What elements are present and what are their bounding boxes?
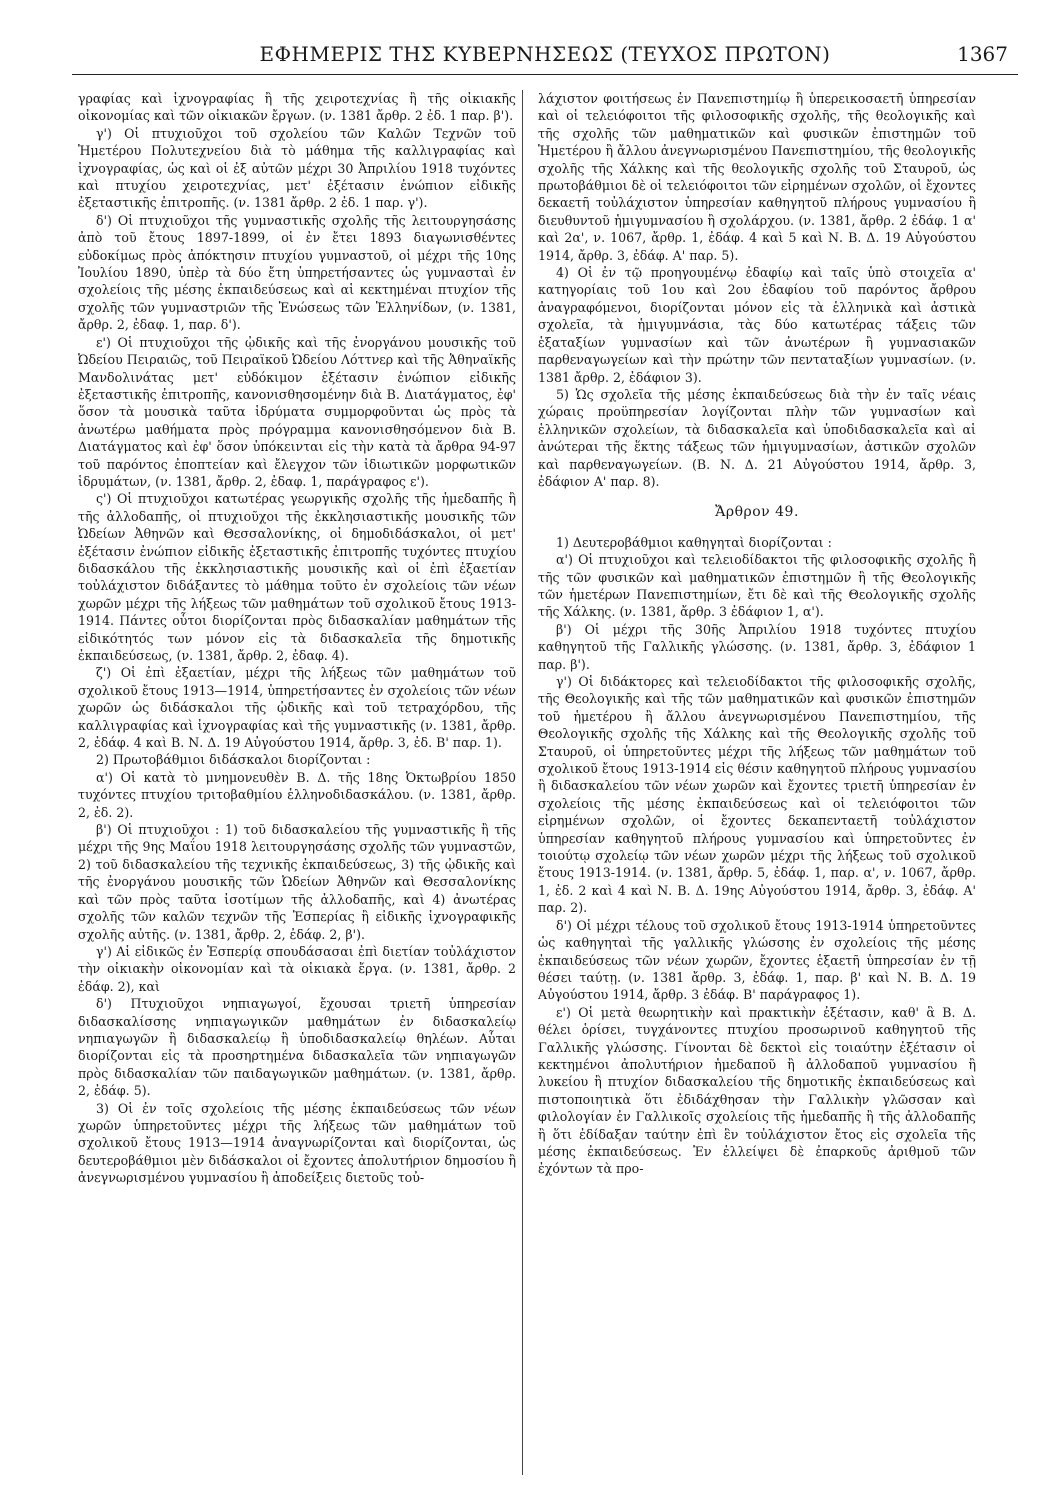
paragraph: δ') Πτυχιοῦχοι νηπιαγωγοί, ἔχουσαι τριετῆ ὑπηρεσίαν διδασκαλίσσης νηπιαγωγικῶν μαθημάτων ἐν διδασκαλείῳ νηπιαγωγῶν ἢ διδασκαλείῳ ἢ ὑποδιδασκαλείῳ θηλέων. Αὗται διορίζονται εἰς τὰ προσηρτημένα διδασκαλεῖα τῶν νηπιαγωγῶν πρὸς διδασκαλίαν τῶν παιδαγωγικῶν μαθημάτων. (ν. 1381, ἄρθρ. 2, ἐδάφ. 5). bbox=[78, 996, 516, 1099]
paragraph: γ') Οἱ διδάκτορες καὶ τελειοδίδακτοι τῆς φιλοσοφικῆς σχολῆς, τῆς Θεολογικῆς καὶ τῆς τῶν μαθηματικῶν καὶ φυσικῶν ἐπιστημῶν τοῦ ἡμετέρου ἢ ἄλλου ἀνεγνωρισμένου Πανεπιστημίου, τῆς Θεολογικῆς σχολῆς τῆς Χάλκης καὶ τῆς Θεολογικῆς σχολῆς τοῦ Σταυροῦ, οἱ ὑπηρετοῦντες μέχρι τῆς λήξεως τῶν μαθημάτων τοῦ σχολικοῦ ἔτους 1913-1914 εἰς θέσιν καθηγητοῦ πλήρους γυμνασίου ἢ διδασκαλείου τῶν νέων χωρῶν καὶ ἔχοντες τριετῆ ὑπηρεσίαν ἐν σχολείοις τῆς μέσης ἐκπαιδεύσεως καὶ οἱ τελειόφοιτοι τῶν εἰρημένων σχολῶν, οἱ ἔχοντες δεκαπενταετῆ τοὐλάχιστον ὑπηρεσίαν καθηγητοῦ πλήρους γυμνασίου καὶ ὑπηρετοῦντες ἐν τοιούτῳ σχολείῳ τῶν νέων χωρῶν μέχρι τῆς λήξεως τοῦ σχολικοῦ ἔτους 1913-1914. (ν. 1381, ἄρθρ. 5, ἐδάφ. 1, παρ. α', ν. 1067, ἄρθρ. 1, ἐδ. 2 καὶ 4 καὶ Ν. Β. Δ. 19ης Αὐγούστου 1914, ἄρθρ. 3, ἐδάφ. Α' παρ. 2). bbox=[538, 674, 976, 916]
gazette-title: ΕΦΗΜΕΡΙΣ ΤΗΣ ΚΥΒΕΡΝΗΣΕΩΣ (ΤΕΥΧΟΣ ΠΡΩΤΟΝ) bbox=[259, 42, 831, 66]
paragraph: ζ') Οἱ ἐπὶ ἐξαετίαν, μέχρι τῆς λήξεως τῶν μαθημάτων τοῦ σχολικοῦ ἔτους 1913—1914, ὑπηρετήσαντες ἐν σχολείοις τῶν νέων χωρῶν ὡς διδάσκαλοι τῆς ᾠδικῆς καὶ τοῦ τετραχόρδου, τῆς καλλιγραφίας καὶ ἰχνογραφίας καὶ τῆς γυμναστικῆς (ν. 1381, ἄρθρ. 2, ἐδάφ. 4 καὶ Β. Ν. Δ. 19 Αὐγούστου 1914, ἄρθρ. 3, ἐδ. Β' παρ. 1). bbox=[78, 665, 516, 751]
page-header bbox=[72, 28, 1018, 75]
paragraph: 3) Οἱ ἐν τοῖς σχολείοις τῆς μέσης ἐκπαιδεύσεως τῶν νέων χωρῶν ὑπηρετοῦντες μέχρι τῆς λήξεως τῶν μαθημάτων τοῦ σχολικοῦ ἔτους 1913—1914 ἀναγνωρίζονται καὶ διορίζονται, ὡς δευτεροβάθμιοι μὲν διδάσκαλοι οἱ ἔχοντες ἀπολυτήριον δημοσίου ἢ ἀνεγνωρισμένου γυμνασίου ἢ ἀποδείξεις διετοῦς τοὐ- bbox=[78, 1100, 516, 1186]
paragraph: ς') Οἱ πτυχιοῦχοι κατωτέρας γεωργικῆς σχολῆς τῆς ἡμεδαπῆς ἢ τῆς ἀλλοδαπῆς, οἱ πτυχιοῦχοι τῆς ἐκκλησιαστικῆς μουσικῆς τῶν Ὠδείων Ἀθηνῶν καὶ Θεσσαλονίκης, οἱ δημοδιδάσκαλοι, οἱ μετ' ἐξέτασιν ἐνώπιον εἰδικῆς ἐξεταστικῆς ἐπιτροπῆς τυχόντες πτυχίου διδασκάλου τῆς ἐκκλησιαστικῆς μουσικῆς καὶ οἱ ἐπὶ ἐξαετίαν τοὐλάχιστον διδάξαντες τὸ μάθημα τοῦτο ἐν σχολείοις τῶν νέων χωρῶν μέχρι τῆς λήξεως τῶν μαθημάτων τοῦ σχολικοῦ ἔτους 1913-1914. Πάντες οὗτοι διορίζονται πρὸς διδασκαλίαν μαθημάτων τῆς εἰδικότητός των μόνον εἰς τὰ διδασκαλεῖα τῆς δημοτικῆς ἐκπαιδεύσεως, (ν. 1381, ἄρθρ. 2, ἐδαφ. 4). bbox=[78, 491, 516, 663]
paragraph: 5) Ὡς σχολεῖα τῆς μέσης ἐκπαιδεύσεως διὰ τὴν ἐν ταῖς νέαις χώραις προϋπηρεσίαν λογίζονται πλὴν τῶν γυμνασίων καὶ ἑλληνικῶν σχολείων, τὰ διδασκαλεῖα καὶ ὑποδιδασκαλεῖα καὶ αἱ ἀνώτεραι τῆς ἕκτης τάξεως τῶν ἡμιγυμνασίων, ἀστικῶν σχολῶν καὶ παρθεναγωγείων. (Β. Ν. Δ. 21 Αὐγούστου 1914, ἄρθρ. 3, ἐδάφιον Α' παρ. 8). bbox=[538, 386, 976, 489]
paragraph: β') Οἱ μέχρι τῆς 30ῆς Ἀπριλίου 1918 τυχόντες πτυχίου καθηγητοῦ τῆς Γαλλικῆς γλώσσης. (ν. 1381, ἄρθρ. 3, ἐδάφιον 1 παρ. β'). bbox=[538, 621, 976, 672]
paragraph: γ') Οἱ πτυχιοῦχοι τοῦ σχολείου τῶν Καλῶν Τεχνῶν τοῦ Ἡμετέρου Πολυτεχνείου διὰ τὸ μάθημα τῆς καλλιγραφίας καὶ ἰχνογραφίας, ὡς καὶ οἱ ἐξ αὐτῶν μέχρι 30 Ἀπριλίου 1918 τυχόντες καὶ πτυχίου χειροτεχνίας, μετ' ἐξέτασιν ἐνώπιον εἰδικῆς ἐξεταστικῆς ἐπιτροπῆς. (ν. 1381 ἄρθρ. 2 ἐδ. 1 παρ. γ'). bbox=[78, 125, 516, 211]
paragraph: ε') Οἱ πτυχιοῦχοι τῆς ᾠδικῆς καὶ τῆς ἐνοργάνου μουσικῆς τοῦ Ὠδείου Πειραιῶς, τοῦ Πειραϊκοῦ Ὠδείου Λόττνερ καὶ τῆς Ἀθηναϊκῆς Μανδολινάτας μετ' εὐδόκιμον ἐξέτασιν ἐνώπιον εἰδικῆς ἐξεταστικῆς ἐπιτροπῆς, κανονισθησομένην διὰ Β. Διατάγματος, ἐφ' ὅσον τὰ μουσικὰ ταῦτα ἱδρύματα συμμορφοῦνται ὡς πρὸς τὰ ἀνωτέρω μαθήματα πρὸς πρόγραμμα κανονισθησόμενον διὰ Β. Διατάγματος καὶ ἐφ' ὅσον ὑπόκεινται εἰς τὴν κατὰ τὰ ἄρθρα 94-97 τοῦ παρόντος ἐποπτείαν καὶ ἔλεγχον τῶν ἰδιωτικῶν μορφωτικῶν ἱδρυμάτων, (ν. 1381, ἄρθρ. 2, ἐδαφ. 1, παράγραφος ε'). bbox=[78, 334, 516, 489]
paragraph: 4) Οἱ ἐν τῷ προηγουμένῳ ἐδαφίῳ καὶ ταῖς ὑπὸ στοιχεῖα α' κατηγορίαις τοῦ 1ου καὶ 2ου ἐδαφίου τοῦ παρόντος ἄρθρου ἀναγραφόμενοι, διορίζονται μόνον εἰς τὰ ἑλληνικὰ καὶ ἀστικὰ σχολεῖα, τὰ ἡμιγυμνάσια, τὰς δύο κατωτέρας τάξεις τῶν ἑξαταξίων γυμνασίων καὶ τῶν ἀνωτέρων ἢ γυμνασιακῶν παρθεναγωγείων καὶ τὴν πρώτην τῶν πενταταξίων γυμνασίων. (ν. 1381 ἄρθρ. 2, ἐδάφιον 3). bbox=[538, 265, 976, 385]
paragraph: α') Οἱ πτυχιοῦχοι καὶ τελειοδίδακτοι τῆς φιλοσοφικῆς σχολῆς ἢ τῆς τῶν φυσικῶν καὶ μαθηματικῶν ἐπιστημῶν ἢ τῆς Θεολογικῆς τῶν ἡμετέρων Πανεπιστημίων, ἔτι δὲ καὶ τῆς Θεολογικῆς σχολῆς τῆς Χάλκης. (ν. 1381, ἄρθρ. 3 ἐδάφιον 1, α'). bbox=[538, 552, 976, 620]
article-heading: Ἄρθρον 49. bbox=[715, 504, 799, 521]
paragraph: 1) Δευτεροβάθμιοι καθηγηταὶ διορίζονται : bbox=[556, 534, 832, 550]
paragraph: β') Οἱ πτυχιοῦχοι : 1) τοῦ διδασκαλείου τῆς γυμναστικῆς ἢ τῆς μέχρι τῆς 9ης Μαΐου 1918 λειτουργησάσης σχολῆς τῶν γυμναστῶν, 2) τοῦ διδασκαλείου τῆς τεχνικῆς ἐκπαιδεύσεως, 3) τῆς ᾠδικῆς καὶ τῆς ἐνοργάνου μουσικῆς τῶν Ὠδείων Ἀθηνῶν καὶ Θεσσαλονίκης καὶ τῶν πρὸς ταῦτα ἰσοτίμων τῆς ἀλλοδαπῆς, καὶ 4) ἀνωτέρας σχολῆς τῶν καλῶν τεχνῶν τῆς Ἑσπερίας ἢ εἰδικῆς ἰχνογραφικῆς σχολῆς αὐτῆς. (ν. 1381, ἄρθρ. 2, ἐδάφ. 2, β'). bbox=[78, 822, 516, 942]
paragraph: δ') Οἱ πτυχιοῦχοι τῆς γυμναστικῆς σχολῆς τῆς λειτουργησάσης ἀπὸ τοῦ ἔτους 1897-1899, οἱ ἐν ἔτει 1893 διαγωνισθέντες εὐδοκίμως πρὸς ἀπόκτησιν πτυχίου γυμναστοῦ, οἱ μέχρι τῆς 10ης Ἰουλίου 1890, ὑπὲρ τὰ δύο ἔτη ὑπηρετήσαντες ὡς γυμνασταὶ ἐν σχολείοις τῆς μέσης ἐκπαιδεύσεως καὶ αἱ κεκτημέναι πτυχίον τῆς σχολῆς τῶν γυμναστριῶν τῆς Ἑνώσεως τῶν Ἑλληνίδων, (ν. 1381, ἄρθρ. 2, ἐδαφ. 1, παρ. δ'). bbox=[78, 212, 516, 333]
paragraph: 2) Πρωτοβάθμιοι διδάσκαλοι διορίζονται : bbox=[96, 752, 371, 768]
paragraph: γραφίας καὶ ἰχνογραφίας ἢ τῆς χειροτεχνίας ἢ τῆς οἰκιακῆς οἰκονομίας καὶ τῶν οἰκιακῶν ἔργων. (ν. 1381 ἄρθρ. 2 ἐδ. 1 παρ. β'). bbox=[78, 91, 516, 124]
page-number: 1367 bbox=[957, 42, 1008, 66]
paragraph: ε') Οἱ μετὰ θεωρητικὴν καὶ πρακτικὴν ἐξέτασιν, καθ' ἃ Β. Δ. θέλει ὁρίσει, τυγχάνοντες πτυχίου προσωρινοῦ καθηγητοῦ τῆς Γαλλικῆς γλώσσης. Γίνονται δὲ δεκτοὶ εἰς τοιαύτην ἐξέτασιν οἱ κεκτημένοι ἀπολυτήριον ἡμεδαποῦ ἢ ἀλλοδαποῦ γυμνασίου ἢ λυκείου ἢ πτυχίον διδασκαλείου τῆς δημοτικῆς ἐκπαιδεύσεως καὶ πιστοποιητικὰ ὅτι ἐδιδάχθησαν τὴν Γαλλικὴν γλῶσσαν καὶ φιλολογίαν ἐν Γαλλικοῖς σχολείοις τῆς ἡμεδαπῆς ἢ τῆς ἀλλοδαπῆς ἢ ὅτι ἐδίδαξαν ταύτην ἐπὶ ἓν τοὐλάχιστον ἔτος εἰς σχολεῖα τῆς μέσης ἐκπαιδεύσεως. Ἐν ἐλλείψει δὲ ἐπαρκοῦς ἀριθμοῦ τῶν ἐχόντων τὰ προ- bbox=[538, 1004, 976, 1177]
left-column bbox=[78, 90, 516, 1480]
paragraph: δ') Οἱ μέχρι τέλους τοῦ σχολικοῦ ἔτους 1913-1914 ὑπηρετοῦντες ὡς καθηγηταὶ τῆς γαλλικῆς γλώσσης ἐν σχολείοις τῆς μέσης ἐκπαιδεύσεως τῶν νέων χωρῶν, ἔχοντες ἑξαετῆ ὑπηρεσίαν ἐν τῇ θέσει ταύτῃ. (ν. 1381 ἄρθρ. 3, ἐδάφ. 1, παρ. β' καὶ Ν. Β. Δ. 19 Αὐγούστου 1914, ἄρθρ. 3 ἐδάφ. Β' παράγραφος 1). bbox=[538, 917, 976, 1003]
column-divider bbox=[522, 90, 523, 1475]
right-column bbox=[538, 90, 976, 1480]
paragraph: λάχιστον φοιτήσεως ἐν Πανεπιστημίῳ ἢ ὑπερεικοσαετῆ ὑπηρεσίαν καὶ οἱ τελειόφοιτοι τῆς φιλοσοφικῆς σχολῆς, τῆς θεολογικῆς καὶ τῆς σχολῆς τῶν μαθηματικῶν καὶ φυσικῶν ἐπιστημῶν τοῦ Ἡμετέρου ἢ ἄλλου ἀνεγνωρισμένου Πανεπιστημίου, τῆς θεολογικῆς σχολῆς τῆς Χάλκης καὶ τῆς θεολογικῆς σχολῆς τοῦ Σταυροῦ, ὡς πρωτοβάθμιοι δὲ οἱ τελειόφοιτοι τῶν εἰρημένων σχολῶν, οἱ ἔχοντες δεκαετῆ τοὐλάχιστον ὑπηρεσίαν καθηγητοῦ πλήρους γυμνασίου ἢ διευθυντοῦ ἡμιγυμνασίου ἢ σχολάρχου. (ν. 1381, ἄρθρ. 2 ἐδάφ. 1 α' καὶ 2α', ν. 1067, ἄρθρ. 1, ἐδάφ. 4 καὶ 5 καὶ Ν. Β. Δ. 19 Αὐγούστου 1914, ἄρθρ. 3, ἐδάφ. Α' παρ. 5). bbox=[538, 91, 976, 263]
paragraph: γ') Αἱ εἰδικῶς ἐν Ἑσπερίᾳ σπουδάσασαι ἐπὶ διετίαν τοὐλάχιστον τὴν οἰκιακὴν οἰκονομίαν καὶ τὰ οἰκιακὰ ἔργα. (ν. 1381, ἄρθρ. 2 ἐδάφ. 2), καὶ bbox=[78, 943, 516, 994]
paragraph: α') Οἱ κατὰ τὸ μνημονευθὲν Β. Δ. τῆς 18ης Ὀκτωβρίου 1850 τυχόντες πτυχίου τριτοβαθμίου ἑλληνοδιδασκάλου. (ν. 1381, ἄρθρ. 2, ἐδ. 2). bbox=[78, 769, 516, 820]
